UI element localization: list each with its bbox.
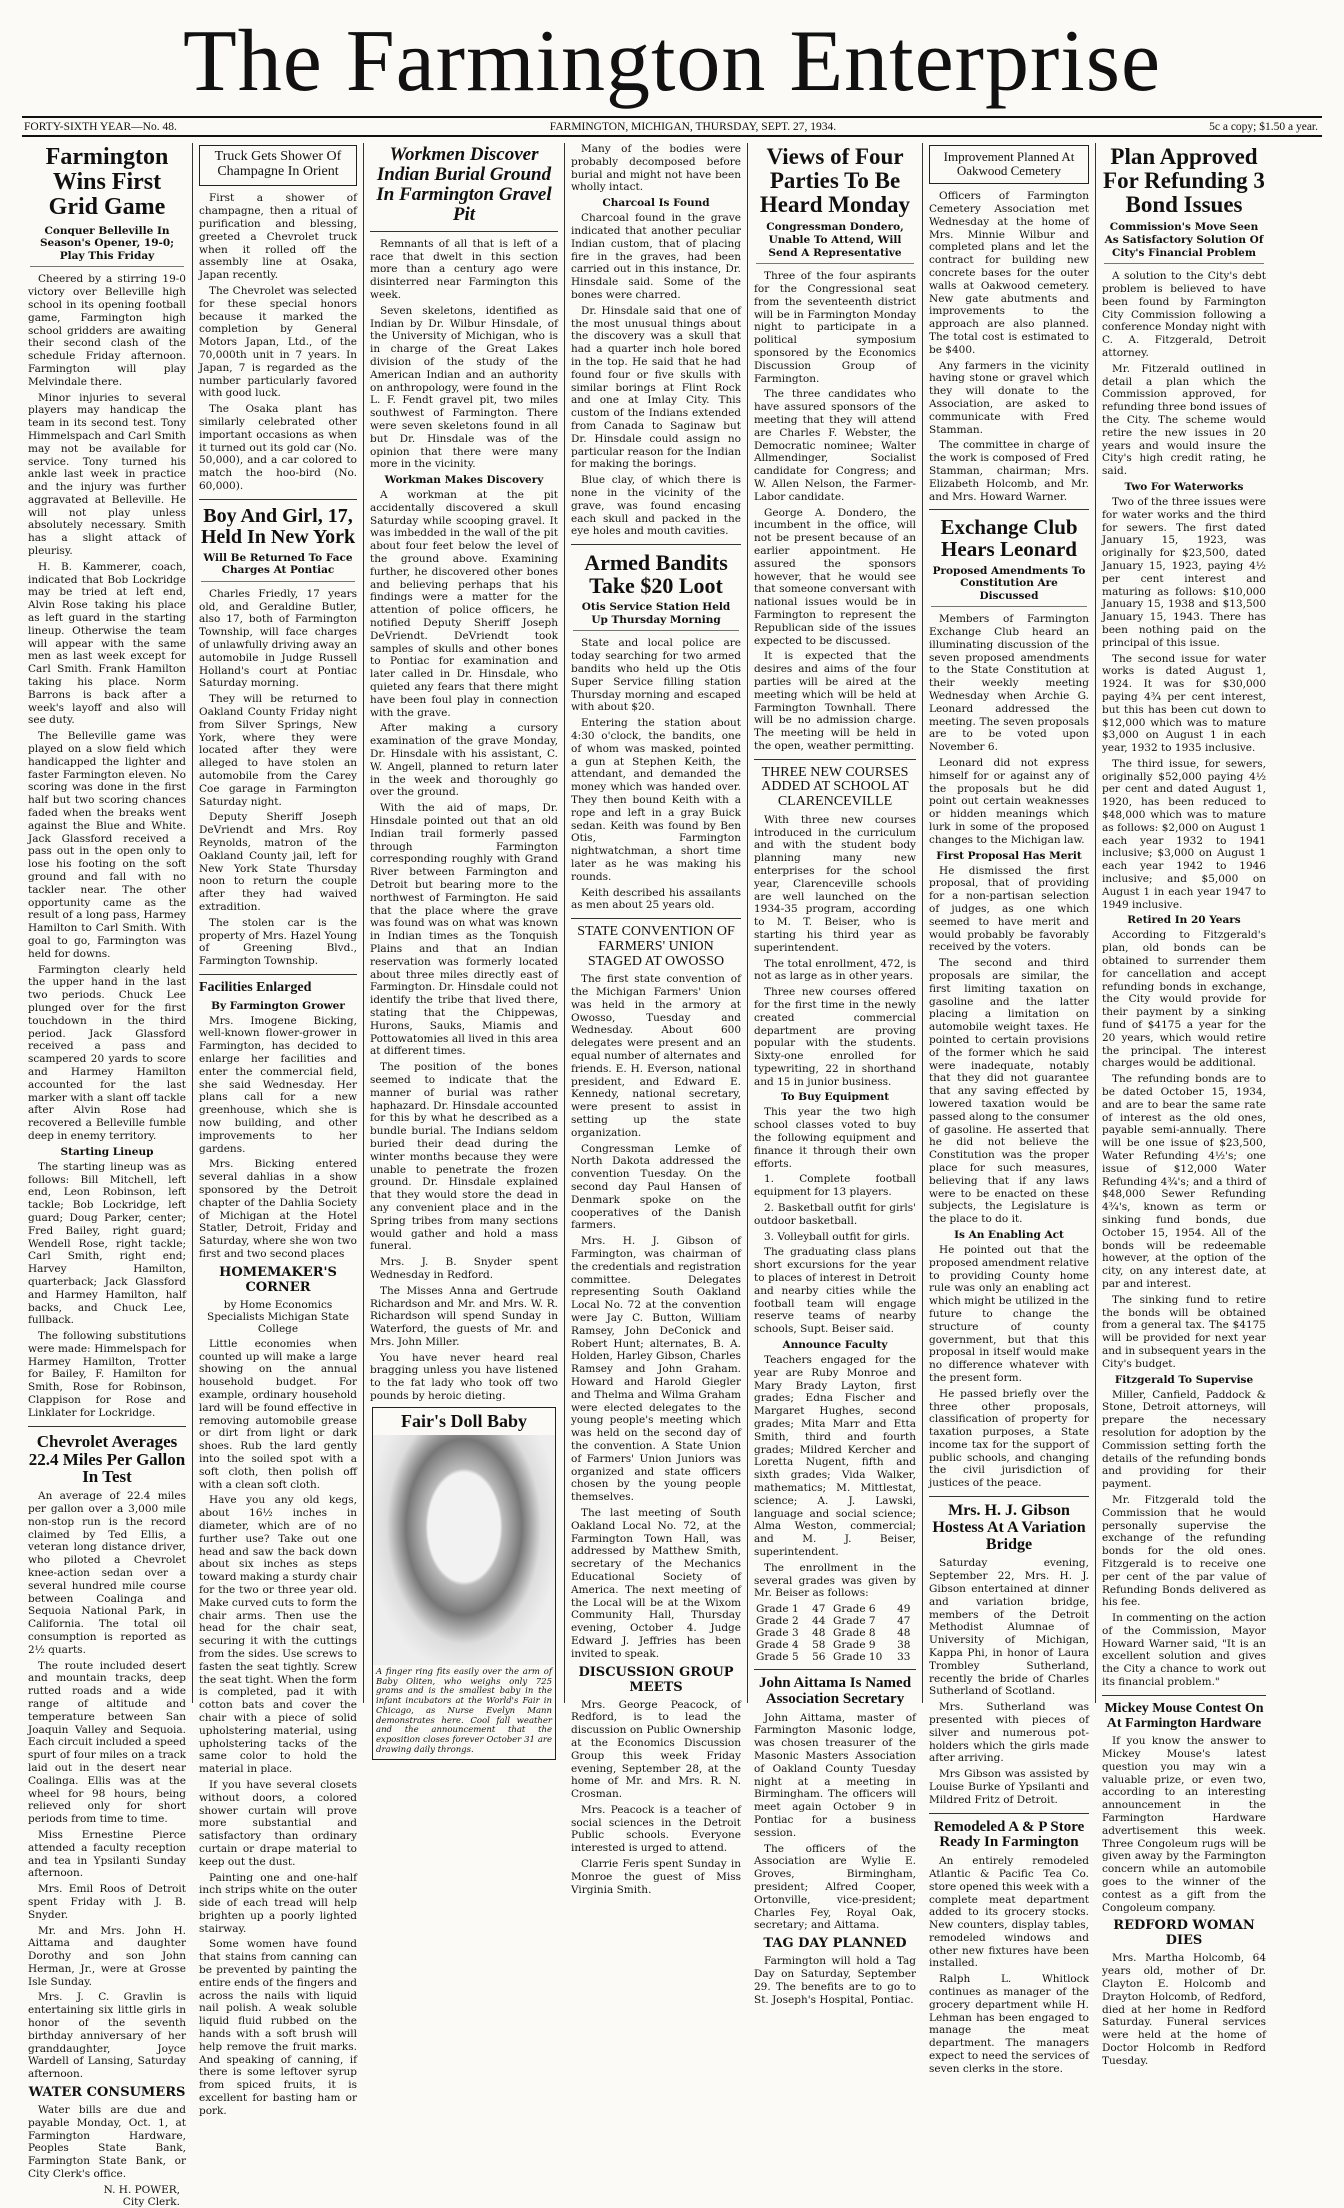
deck-football: Conquer Belleville In Season's Opener, 19-0; Play This Friday bbox=[30, 225, 184, 268]
columns bbox=[22, 143, 1322, 2208]
table-row bbox=[754, 1603, 916, 1615]
table-row bbox=[754, 1615, 916, 1627]
divider bbox=[571, 544, 741, 545]
baby-photo bbox=[373, 1435, 555, 1665]
paragraph: Miller, Canfield, Paddock & Stone, Detroit attorneys, will prepare the necessary resolution for adoption by the Commission setting forth the details of the refunding bonds and providing for their payment. bbox=[1102, 1388, 1266, 1491]
headline-tag-day: TAG DAY PLANNED bbox=[763, 1936, 907, 1952]
paragraph: Have you any old kegs, about 16½ inches in diameter, which are of no further use? Take out one head and saw the back down about six inches as steps toward making a sturdy chair for the two or three year old. Make curved cuts to form the chair arms. Then use the head for the chair seat, securing it with the cuttings from the sides. Use screws to fasten the seat tightly. Screw the seat tight. When the form is completed, pad it with cotton bats and cover the chair with a piece of solid upholstering material, using upholstering tacks of the same color to hold the material in place. bbox=[199, 1494, 357, 1776]
column-7 bbox=[1096, 143, 1272, 2067]
table-cell: Grade 6 bbox=[832, 1603, 876, 1616]
paragraph: Mrs. Peacock is a teacher of social sciences in the Detroit Public schools. Everyone interested is urged to attend. bbox=[571, 1803, 741, 1855]
table-cell: 48 bbox=[897, 1627, 911, 1640]
paragraph: Mrs. Imogene Bicking, well-known flower-grower in Farmington, has decided to enlarge her facilities and enter the commercial field, she said Wednesday. Her plans call for a new greenhouse, which she is now building, and other improvements to her gardens. bbox=[199, 1014, 357, 1155]
paragraph: You have never heard real bragging unless you have listened to the fat lady who took off two pounds by heroic dieting. bbox=[370, 1351, 558, 1403]
paragraph: Charles Friedly, 17 years old, and Geraldine Butler, also 17, both of Farmington Township, will face charges of unlawfully driving away an automobile in Judge Russell Holland's court at Pontiac Saturday morning. bbox=[199, 587, 357, 690]
masthead-title: The Farmington Enterprise bbox=[182, 13, 1162, 110]
deck-refunding: Commission's Move Seen As Satisfactory Solution Of City's Financial Problem bbox=[1104, 221, 1264, 264]
paragraph: State and local police are today searching for two armed bandits who held up the Otis Super Service filling station Thursday morning and escaped with about $20. bbox=[571, 637, 741, 714]
price: 5c a copy; $1.50 a year. bbox=[1209, 121, 1318, 133]
table-cell: 47 bbox=[897, 1615, 911, 1628]
paragraph: Officers of Farmington Cemetery Association met Wednesday at the home of Mrs. Minnie Wilbur and completed plans and let the contract for building new concrete bases for the outer walls at Oakwood cemetery. New gate abutments and improvements to the approach are also planned. The total cost is estimated to be $400. bbox=[929, 190, 1089, 356]
divider bbox=[28, 1426, 186, 1427]
table-cell: 58 bbox=[812, 1639, 826, 1652]
paragraph: H. B. Kammerer, coach, indicated that Bob Lockridge may be tried at left end, Alvin Rose taking his place as left guard in the starting lineup. Otherwise the team will appear with the same men as last week except for Carl Smith. Frank Hamilton taking his place. Norm Barrons is back after a week's layoff and also will see duty. bbox=[28, 560, 186, 727]
divider bbox=[571, 918, 741, 919]
paragraph: Farmington clearly held the upper hand in the last two periods. Chuck Lee plunged over for the first touchdown in the third period. Jack Glassford received a pass and scampered 20 yards to score and Harmey Hamilton accounted for the last marker with a slant off tackle after Alvin Rose had recovered a Belleville fumble deep in enemy territory. bbox=[28, 963, 186, 1142]
subhead-lineup: Starting Lineup bbox=[60, 1145, 154, 1158]
table-cell: Grade 4 bbox=[756, 1639, 799, 1652]
paragraph: After making a cursory examination of the grave Monday, Dr. Hinsdale with his assistant, C. W. Angell, planned to return later in the week and thoroughly go over the ground. bbox=[370, 722, 558, 799]
paragraph: The second issue for water works is dated August 1, 1924. It was for $30,000 paying 4¾ per cent interest, but this has been cut down to $12,000 which was to mature $3,000 on August 1 in each year, 1932 to 1935 inclusive. bbox=[1102, 652, 1266, 755]
paragraph: He pointed out that the proposed amendment relative to providing County home rule was only an enabling act which might be utilized in the future to change the structure of county government, but that this proposal in itself would make no difference whatever with the present form. bbox=[929, 1243, 1089, 1384]
subhead-faculty: Announce Faculty bbox=[782, 1339, 888, 1352]
divider bbox=[754, 759, 916, 760]
headline-box bbox=[199, 145, 357, 186]
subhead-supervise: Fitzgerald To Supervise bbox=[1114, 1373, 1254, 1386]
paragraph: George A. Dondero, the incumbent in the office, will not be present because of an earlier appointment. He assured the sponsors however, that he would see that someone conversant with national issues would be in Farmington to represent the Republican side of the issues expected to be discussed. bbox=[754, 506, 916, 647]
enrollment-table bbox=[754, 1603, 916, 1663]
paragraph: The last meeting of South Oakland Local No. 72, at the Farmington Town Hall, was addressed by Matthew Smith, secretary of the Mechanics Educational Society of America. The next meeting of the Local will be at the Wixom Community Hall, Thursday evening, October 4. Judge Edward J. Jeffries has been invited to speak. bbox=[571, 1506, 741, 1660]
paragraph: They will be returned to Oakland County Friday night from Silver Springs, New York, where they were located after they were alleged to have stolen an automobile from the Carey Coe garage in Farmington Saturday night. bbox=[199, 693, 357, 808]
paragraph: Charcoal found in the grave indicated that another peculiar Indian custom, that of placing fire in the graves, had been carried out in this instance, Dr. Hinsdale said. Some of the bones were charred. bbox=[571, 212, 741, 301]
table-row bbox=[754, 1639, 916, 1651]
paragraph: John Aittama, master of Farmington Masonic lodge, was chosen treasurer of the Masonic Masters Association of Oakland County Tuesday night at a meeting in Birmingham. The officers will meet again October 9 in Pontiac for a business session. bbox=[754, 1711, 916, 1839]
paragraph: The refunding bonds are to be dated October 15, 1934, and are to bear the same rate of interest as the old ones, payable semi-annually. There will be one issue of $23,500, Water Refunding 4½'s; one issue of $12,000 Water Refunding 4¾'s; and a third of $48,000 Sewer Refunding 4¾'s, known as term or sinking fund bonds, due October 15, 1954. All of the bonds will be redeemable however, at the option of the city, on any interest date, at par and interest. bbox=[1102, 1073, 1266, 1290]
deck-exchange-club: Proposed Amendments To Constitution Are Discussed bbox=[931, 565, 1087, 608]
paragraph: Mrs. Bicking entered several dahlias in a show sponsored by the Detroit chapter of the Dahlia Society of Michigan at the Hotel Statler, Detroit, Friday and Saturday, where she won two first and two second places bbox=[199, 1158, 357, 1261]
table-cell: Grade 1 bbox=[756, 1603, 799, 1616]
publication-date: FARMINGTON, MICHIGAN, THURSDAY, SEPT. 27, 1934. bbox=[549, 121, 837, 133]
table-cell: 44 bbox=[812, 1615, 826, 1628]
paragraph: The position of the bones seemed to indicate that the manner of burial was rather haphazard. Dr. Hinsdale accounted for this by what he described as a bundle burial. The Indians seldom buried their dead during the winter months because they were unable to penetrate the frozen ground. Dr. Hinsdale explained that they would store the dead in any convenient place and in the Spring tribes from many sections would gather and hold a mass funeral. bbox=[370, 1061, 558, 1253]
paragraph: The total enrollment, 472, is not as large as in other years. bbox=[754, 957, 916, 983]
paragraph: This year the two high school classes voted to buy the following equipment and finance it through their own efforts. bbox=[754, 1106, 916, 1170]
headline-discussion: DISCUSSION GROUP MEETS bbox=[578, 1664, 734, 1695]
subhead-equipment: To Buy Equipment bbox=[780, 1091, 890, 1104]
divider bbox=[370, 231, 558, 232]
paragraph: The enrollment in the several grades was given by Mr. Beiser as follows: bbox=[754, 1561, 916, 1600]
headline-indian-burial: Workmen Discover Indian Burial Ground In Farmington Gravel Pit bbox=[376, 144, 552, 225]
deck-boy-girl: Will Be Returned To Face Charges At Pontiac bbox=[201, 552, 355, 582]
table-cell: Grade 7 bbox=[832, 1615, 876, 1628]
paragraph: The sinking fund to retire the bonds will be obtained from a general tax. The $4175 will be provided for next year and in subsequent years in the City's budget. bbox=[1102, 1293, 1266, 1370]
paragraph: Mr. and Mrs. John H. Aittama and daughter Dorothy and son John Herman, Jr., were at Grosse Isle Sunday. bbox=[28, 1924, 186, 1988]
column-3 bbox=[364, 143, 565, 1755]
notice-signer: N. H. POWER, bbox=[103, 2183, 180, 2196]
headline-chevrolet: Chevrolet Averages 22.4 Miles Per Gallon In Test bbox=[28, 1431, 186, 1487]
photo-caption: A finger ring fits easily over the arm of Baby Oliten, who weighs only 725 grams and is the smallest baby in the infant incubators at the World's Fair in Chicago, as Nurse Evelyn Mann demonstrates here. Cool fall weather and the announcement that the exposition closes forever October 31 are drawing daily throngs. bbox=[376, 1666, 552, 1755]
paragraph: Some women have found that stains from canning can be prevented by painting the entire ends of the fingers and across the nails with liquid nail polish. A weak soluble liquid fluid rubbed on the hands with a soft brush will help remove the fruit marks. And speaking of canning, if there is some leftover syrup from spiced fruits, it is excellent for basting ham or pork. bbox=[199, 1938, 357, 2117]
headline-boy-girl: Boy And Girl, 17, Held In New York bbox=[200, 504, 356, 548]
paragraph: 2. Basketball outfit for girls' outdoor basketball. bbox=[754, 1202, 916, 1227]
deck-bandits: Otis Service Station Held Up Thursday Morning bbox=[573, 601, 739, 631]
paragraph: A solution to the City's debt problem is believed to have been found by Farmington City Commission following a conference Monday night with C. A. Fitzgerald, Detroit attorney. bbox=[1102, 270, 1266, 359]
paragraph: An average of 22.4 miles per gallon over a 3,000 mile non-stop run is the record claimed by Ted Ellis, a veteran long distance driver, who piloted a Chevrolet knee-action sedan over a several hundred mile course between Coalinga and Sequoia National Park, in California. The total oil consumption is reported as 2½ quarts. bbox=[28, 1490, 186, 1656]
paragraph: Dr. Hinsdale said that one of the most unusual things about the discovery was a skull that had a quarter inch hole bored in the top. He said that he had found four or five skulls with similar borings at Flint Rock and one at Imlay City. This custom of the Indians extended from Canada to Saginaw but Dr. Hinsdale could assign no particular reason for the Indian for making the borings. bbox=[571, 304, 741, 471]
paragraph: The third issue, for sewers, originally $52,000 paying 4½ per cent and dated August 1, 1920, has been reduced to $48,000 which was to mature as follows: $2,000 on August 1 each year 1932 to 1941 inclusive; $3,000 on August 1 each year 1942 to 1946 inclusive; and $5,000 on August 1 in each year 1947 to 1949 inclusive. bbox=[1102, 757, 1266, 911]
notice-text: Water bills are due and payable Monday, Oct. 1, at Farmington Hardware, Peoples State Bank, Farmington State Bank, or City Clerk's office. bbox=[28, 2104, 186, 2181]
headline-champagne: Truck Gets Shower Of Champagne In Orient bbox=[214, 149, 342, 179]
table-row bbox=[754, 1651, 916, 1663]
deck-homemaker: by Home Economics Specialists Michigan State College bbox=[207, 1298, 349, 1335]
headline-farmers-union: STATE CONVENTION OF FARMERS' UNION STAGED AT OWOSSO bbox=[577, 924, 735, 969]
table-cell: 38 bbox=[897, 1639, 911, 1652]
paragraph: Members of Farmington Exchange Club heard an illuminating discussion of the seven proposed amendments to the State Constitution at their weekly meeting Wednesday when Archie G. Leonard addressed the meeting. The seven proposals are to be voted upon November 6. bbox=[929, 613, 1089, 754]
paragraph: The starting lineup was as follows: Bill Mitchell, left end, Leon Robinson, left tackle; Bob Lockridge, left guard; Doug Parker, center; Fred Bailey, right guard; Wendell Rose, right tackle; Carl Smith, right end; Harvey Hamilton, quarterback; Jack Glassford and Harmey Hamilton, half backs, and Chuck Lee, fullback. bbox=[28, 1160, 186, 1327]
headline-cemetery: Improvement Planned At Oakwood Cemetery bbox=[943, 149, 1075, 178]
paragraph: The committee in charge of the work is composed of Fred Stamman, chairman; Mrs. Elizabeth Holcomb, and Mr. and Mrs. Howard Warner. bbox=[929, 439, 1089, 503]
subhead-retired: Retired In 20 Years bbox=[1127, 914, 1241, 927]
paragraph: The first state convention of the Michigan Farmers' Union was held in the armory at Owosso, Tuesday and Wednesday. About 600 delegates were present and an equal number of alternates and friends. E. H. Everson, national president, and Edward E. Kennedy, national secretary, were present to assist in setting up the state organization. bbox=[571, 973, 741, 1139]
byline-facilities: By Farmington Grower bbox=[211, 999, 345, 1012]
paragraph: Mr. Fitzgerald told the Commission that he would personally supervise the exchange of the refunding bonds for the old ones. Fitzgerald is to receive one per cent of the par value of Refunding Bonds delivered as his fee. bbox=[1102, 1493, 1266, 1609]
paragraph: Mrs. H. J. Gibson of Farmington, was chairman of the credentials and registration committee. Delegates representing South Oakland Local No. 72 at the convention were Jay C. Button, William Ramsey, John DeConick and Robert Hunt; alternates, B. A. Holden, Harley Gibson, Charles Ramsey and John Graham. Howard and Harold Giegler and Thelma and Wilma Graham were elected delegates to the young people's meeting which was held on the second day of the convention. A State Union of Farmers' Union Juniors was organized and state officers chosen by the young people themselves. bbox=[571, 1235, 741, 1504]
paragraph: Teachers engaged for the year are Ruby Monroe and Mary Brady Layton, first grades; Edna Fischer and Margaret Hughes, second grades; Mita Marr and Etta Smith, third and fourth grades; Mildred Kercher and Loretta Nugent, fifth and sixth grades; Vida Walker, mathematics; M. Mittlestat, science; A. J. Lawski, language and social science; Alma Weston, commercial; and M. J. Beiser, superintendent. bbox=[754, 1354, 916, 1558]
paragraph: Deputy Sheriff Joseph DeVriendt and Mrs. Roy Reynolds, matron of the Oakland County jail, left for New York State Thursday noon to return the couple after they had waived extradition. bbox=[199, 811, 357, 914]
column-4 bbox=[565, 143, 748, 1896]
paragraph: The stolen car is the property of Mrs. Hazel Young of Greening Blvd., Farmington Township. bbox=[199, 916, 357, 968]
paragraph: Any farmers in the vicinity having stone or gravel which they will donate to the Association, are asked to communicate with Fred Stamman. bbox=[929, 359, 1089, 436]
paragraph: The Misses Anna and Gertrude Richardson and Mr. and Mrs. W. R. Richardson will spend Sunday in Waterford, the guests of Mr. and Mrs. John Miller. bbox=[370, 1284, 558, 1348]
paragraph: Congressman Lemke of North Dakota addressed the convention Tuesday. On the second day Paul Hansen of Denmark spoke on the cooperatives of the Danish farmers. bbox=[571, 1142, 741, 1232]
paragraph: Saturday evening, September 22, Mrs. H. J. Gibson entertained at dinner and variation bridge, members of the Detroit Methodist Alumnae of University of Michigan, Kappa Phi, in honor of Laura Trombley Sutherland, recently the bride of Charles Sutherland of Scotland. bbox=[929, 1557, 1089, 1698]
headline-mickey-mouse: Mickey Mouse Contest On At Farmington Hardware bbox=[1104, 1700, 1264, 1731]
table-cell: 56 bbox=[812, 1651, 826, 1664]
paragraph: If you have several closets without doors, a colored shower curtain will prove more substantial and satisfactory than ordinary curtain or drape material to keep out the dust. bbox=[199, 1778, 357, 1868]
paragraph: Blue clay, of which there is none in the vicinity of the grave, was found encasing each skull and packed in the eye holes and mouth cavities. bbox=[571, 474, 741, 538]
divider bbox=[929, 1813, 1089, 1814]
dateline-bar bbox=[22, 116, 1322, 137]
paragraph: The three candidates who have assured sponsors of the meeting that they will attend are Charles F. Webster, the Democratic nominee; Walter Allmendinger, Socialist candidate for Congress; and W. Allen Nelson, the Farmer-Labor candidate. bbox=[754, 388, 916, 503]
paragraph: Mr. Fitzerald outlined in detail a plan which the Commission approved, for refunding three bond issues of the City. The scheme would retire the new issues in 20 years and would insure the City's high credit rating, he said. bbox=[1102, 362, 1266, 478]
paragraph: Mrs. Emil Roos of Detroit spent Friday with J. B. Snyder. bbox=[28, 1883, 186, 1921]
paragraph: The route included desert and mountain tracks, deep rutted roads and a wide range of altitude and temperature between San Joaquin Valley and Sequoia. Each circuit included a speed spurt of four miles on a track laid out in the desert near Coalinga. Ellis was at the wheel for 98 hours, being relieved only for short periods from time to time. bbox=[28, 1659, 186, 1826]
paragraph: Mrs Gibson was assisted by Louise Burke of Ypsilanti and Mildred Fritz of Detroit. bbox=[929, 1768, 1089, 1806]
paragraph: According to Fitzgerald's plan, old bonds can be obtained to surrender them for cancellation and accept refunding bonds in exchange, the City would provide for their payment by a sinking fund of $4175 a year for the 20 years, which would retire the principal. The interest charges would be additional. bbox=[1102, 929, 1266, 1070]
table-cell: 49 bbox=[897, 1603, 911, 1616]
table-cell: Grade 3 bbox=[756, 1627, 799, 1640]
subhead-enabling-act: Is An Enabling Act bbox=[954, 1228, 1064, 1241]
paragraph: Clarrie Feris spent Sunday in Monroe the guest of Miss Virginia Smith. bbox=[571, 1858, 741, 1896]
paragraph: Remnants of all that is left of a race that dwelt in this section more than a century ago were disinterred near Farmington this week. bbox=[370, 237, 558, 301]
column-1 bbox=[22, 143, 193, 2208]
paragraph: The Belleville game was played on a slow field which handicapped the lighter and faster Farmington eleven. No scoring was done in the first half but two scoring chances faded when the breaks went against the Blue and White. Jack Glassford received a pass out in the open only to lose his footing on the soft ground and fall with no tackler near. The other opportunity came as the result of a long pass, Harmey Hamilton to Carl Smith. With goal to go, Farmington was held for downs. bbox=[28, 730, 186, 960]
paragraph: Farmington will hold a Tag Day on Saturday, September 29. The benefits are to go to St. Joseph's Hospital, Pontiac. bbox=[754, 1955, 916, 2006]
paragraph: With the aid of maps, Dr. Hinsdale pointed out that an old Indian trail formerly passed through Farmington corresponding roughly with Grand River between Farmington and Detroit but bearing more to the northwest of Farmington. He said that the place where the grave was found was on what was known in Indian times as the Tonquish Plains and that an Indian reservation was formerly located about three miles directly east of Farmington. Dr. Hinsdale could not identify the tribe that lived there, stating that the Chippewas, Hurons, Sauks, Miamis and Pottowatomies all lived in this area at different times. bbox=[370, 802, 558, 1058]
volume-number: FORTY-SIXTH YEAR—No. 48. bbox=[24, 121, 177, 133]
paragraph: 1. Complete football equipment for 13 players. bbox=[754, 1173, 916, 1199]
paragraph: He dismissed the first proposal, that of providing for a non-partisan selection of judges, as one which seemed to have merit and would probably be favorably received by the voters. bbox=[929, 864, 1089, 954]
paragraph: Entering the station about 4:30 o'clock, the bandits, one of whom was masked, pointed a gun at Stephen Keith, the attendant, and demanded the money which was handed over. They then bound Keith with a rope and left in a gray Buick sedan. Keith was found by Ben Otis, Farmington nightwatchman, a short time later as he was making his rounds. bbox=[571, 717, 741, 883]
paragraph: 3. Volleyball outfit for girls. bbox=[764, 1230, 910, 1243]
headline-bandits: Armed Bandits Take $20 Loot bbox=[584, 550, 728, 599]
paragraph: Minor injuries to several players may handicap the team in its second test. Tony Himmelspach and Carl Smith may not be available for service. Tony turned his ankle last week in practice and the injury was further aggravated at Belleville. He will not play unless absolutely necessary. Smith has a slight attack of pleurisy. bbox=[28, 391, 186, 558]
table-cell: Grade 9 bbox=[832, 1639, 876, 1652]
paragraph: Mrs. George Peacock, of Redford, is to lead the discussion on Public Ownership at the Economics Discussion Group this week Friday evening, September 28, at the home of Mr. and Mrs. R. N. Crosman. bbox=[571, 1698, 741, 1801]
deck-four-parties: Congressman Dondero, Unable To Attend, Will Send A Representative bbox=[756, 221, 914, 264]
paragraph: Cheered by a stirring 19-0 victory over Belleville high school in its opening football game, Farmington high school gridders are awaiting their second clash of the schedule Friday afternoon. Farmington will play Melvindale there. bbox=[28, 273, 186, 388]
subhead-waterworks: Two For Waterworks bbox=[1124, 480, 1244, 493]
paragraph: Many of the bodies were probably decomposed before burial and might not have been wholly intact. bbox=[571, 143, 741, 194]
paragraph: Mrs. Sutherland was presented with pieces of silver and numerous pot-holders which the girls made after arriving. bbox=[929, 1701, 1089, 1765]
paragraph: The following substitutions were made: Himmelspach for Harmey Hamilton, Trotter for Bailey, F. Hamilton for Smith, Rose for Robinson, Clappison for Rose and Linklater for Lockridge. bbox=[28, 1330, 186, 1419]
paragraph: An entirely remodeled Atlantic & Pacific Tea Co. store opened this week with a complete meat department added to its grocery stocks. New counters, display tables, remodeled windows and other new fixtures have been installed. bbox=[929, 1855, 1089, 1970]
column-5 bbox=[748, 143, 923, 2006]
paragraph: In commenting on the action of the Commission, Mayor Howard Warner said, "It is an excellent solution and gives the City a chance to work out its financial problem." bbox=[1102, 1612, 1266, 1689]
subhead-first-proposal: First Proposal Has Merit bbox=[936, 849, 1082, 862]
paragraph: Ralph L. Whitlock continues as manager of the grocery department while H. Lehman has been engaged to manage the meat department. The managers expect to need the services of seven clerks in the store. bbox=[929, 1973, 1089, 2075]
paragraph: Mrs. J. B. Snyder spent Wednesday in Redford. bbox=[370, 1256, 558, 1281]
paragraph: With three new courses introduced in the curriculum and with the student body planning many new enterprises for the school year, Clarenceville schools are well launched on the 1934-35 program, according to M. T. Beiser, who is starting his third year as superintendent. bbox=[754, 813, 916, 954]
headline-redford-woman: REDFORD WOMAN DIES bbox=[1113, 1918, 1255, 1949]
paragraph: Three new courses offered for the first time in the newly created commercial department are proving popular with the students. Sixty-one enrolled for typewriting, 22 in shorthand and 15 in junior business. bbox=[754, 986, 916, 1088]
headline-aittama: John Aittama Is Named Association Secretary bbox=[758, 1675, 912, 1707]
divider bbox=[929, 1496, 1089, 1497]
paragraph: Miss Ernestine Pierce attended a faculty reception and tea in Ypsilanti Sunday afternoon. bbox=[28, 1828, 186, 1880]
headline-ap-store: Remodeled A & P Store Ready In Farmington bbox=[933, 1818, 1085, 1851]
headline-refunding: Plan Approved For Refunding 3 Bond Issues bbox=[1103, 144, 1265, 218]
paragraph: Three of the four aspirants for the Congressional seat from the seventeenth district will be in Farmington Monday night to participate in a political symposium sponsored by the Economics Discussion Group of Farmington. bbox=[754, 270, 916, 385]
paragraph: The officers of the Association are Wylie E. Groves, Birmingham, president; Alfred Cooper, Ortonville, vice-president; Charles Fey, Royal Oak, secretary; and Aittama. bbox=[754, 1842, 916, 1932]
paragraph: The Chevrolet was selected for these special honors because it marked the completion by General Motors Japan, Ltd., of the 70,000th unit in 7 years. In Japan, 7 is regarded as the number particularly favored with good luck. bbox=[199, 284, 357, 400]
headline-clarenceville: THREE NEW COURSES ADDED AT SCHOOL AT CLARENCEVILLE bbox=[761, 764, 909, 810]
paragraph: The Osaka plant has similarly celebrated other important occasions as when it turned out its gold car (No. 50,000), and a car colored to match the hoo-bird (No. 60,000). bbox=[199, 403, 357, 492]
newspaper-page bbox=[22, 13, 1322, 2208]
headline-four-parties: Views of Four Parties To Be Heard Monday bbox=[759, 144, 911, 218]
paragraph: The graduating class plans short excursions for the year to places of interest in Detroit and nearby cities while the football team will engage reserve teams of nearby schools, Supt. Beiser said. bbox=[754, 1246, 916, 1336]
notice-heading: WATER CONSUMERS bbox=[28, 2085, 186, 2101]
table-cell: Grade 2 bbox=[756, 1615, 799, 1628]
table-cell: 33 bbox=[897, 1651, 911, 1664]
headline-facilities: Facilities Enlarged bbox=[199, 980, 312, 995]
paragraph: Mrs. J. C. Gravlin is entertaining six little girls in honor of the seventh birthday anniversary of her granddaughter, Joyce Wardell of Lansing, Saturday afternoon. bbox=[28, 1991, 186, 2081]
divider bbox=[199, 499, 357, 500]
paragraph: If you know the answer to Mickey Mouse's latest question you may win a valuable prize, or even two, according to an interesting announcement in the Farmington Hardware advertisement this week. Three Congoleum rugs will be given away by the Farmington concern while an automobile goes to the winner of the contest as a gift from the Congoleum company. bbox=[1102, 1735, 1266, 1914]
paragraph: He passed briefly over the three other proposals, classification of property for taxation purposes, a State income tax for the support of public schools, and changing the civil jurisdiction of justices of the peace. bbox=[929, 1387, 1089, 1490]
headline-gibson-hostess: Mrs. H. J. Gibson Hostess At A Variation Bridge bbox=[932, 1502, 1086, 1553]
table-cell: Grade 8 bbox=[832, 1627, 876, 1640]
paragraph: Little economies when counted up will make a large showing on the annual household budget. For example, ordinary household lard will be found effective in removing automobile grease or dirt from light or dark shoes. Rub the lard gently into the soiled spot with a soft cloth, then polish off with a clean soft cloth. bbox=[199, 1337, 357, 1491]
photo-box bbox=[372, 1407, 556, 1760]
paragraph: Leonard did not express himself for or against any of the proposals but he did point out certain weaknesses or hidden meanings which lurk in some of the proposed changes to the Michigan law. bbox=[929, 757, 1089, 846]
paragraph: It is expected that the desires and aims of the four parties will be aired at the meeting which will be held at Farmington Townhall. There will be no admission charge. The meeting will be held in the open, weather permitting. bbox=[754, 650, 916, 752]
paragraph: The second and third proposals are similar, the first limiting taxation on gasoline and the latter placing a limitation on automobile weight taxes. He pointed to certain provisions of the former which he said were inadequate, notably that they did not guarantee that any saving effected by lowered taxation would be passed along to the consumer of gasoline. He asserted that he did not believe the Constitution was the proper place for such measures, believing that if any laws were to be enacted on these subjects, the Legislature is the place to do it. bbox=[929, 957, 1089, 1226]
paragraph: Painting one and one-half inch strips white on the outer side of each tread will help brighten up a poorly lighted stairway. bbox=[199, 1871, 357, 1935]
divider bbox=[199, 974, 357, 975]
subhead-discovery: Workman Makes Discovery bbox=[384, 474, 544, 487]
column-6 bbox=[923, 143, 1096, 2075]
paragraph: Keith described his assailants as men about 25 years old. bbox=[571, 886, 741, 912]
divider bbox=[754, 1669, 916, 1670]
headline-exchange-club: Exchange Club Hears Leonard bbox=[940, 515, 1078, 562]
headline-football: Farmington Wins First Grid Game bbox=[45, 144, 169, 221]
paragraph: First a shower of champagne, then a ritual of purification and blessing, greeted a Chevrolet truck when it rolled off the assembly line at Osaka, Japan recently. bbox=[199, 192, 357, 282]
column-2 bbox=[193, 143, 364, 2117]
headline-box bbox=[929, 145, 1089, 184]
photo-headline: Fair's Doll Baby bbox=[400, 1410, 527, 1431]
table-cell: 47 bbox=[812, 1603, 826, 1616]
paragraph: A workman at the pit accidentally discovered a skull Saturday while scooping gravel. It was imbedded in the wall of the pit about four feet below the level of the ground above. Examining further, he discovered other bones and believing perhaps that his findings were a matter for the attention of police officers, he notified Deputy Sheriff Joseph DeVriendt. DeVriendt took samples of skulls and other bones to Pontiac for examination and later called in Dr. Hinsdale, who quieted any fears that there might have been foul play in connection with the grave. bbox=[370, 489, 558, 719]
table-cell: 48 bbox=[812, 1627, 826, 1640]
divider bbox=[929, 509, 1089, 510]
headline-homemaker: HOMEMAKER'S CORNER bbox=[219, 1264, 337, 1295]
table-row bbox=[754, 1627, 916, 1639]
notice-signer-title: City Clerk. bbox=[122, 2195, 180, 2208]
paragraph: Seven skeletons, identified as Indian by Dr. Wilbur Hinsdale, of the University of Michigan, who is in charge of the Great Lakes division of the study of the American Indian and an authority on anthropology, were found in the L. F. Fendt gravel pit, two miles southwest of Farmington. There were seven skeletons found in all but Dr. Hinsdale was of the opinion that there were many more in the vicinity. bbox=[370, 304, 558, 471]
paragraph: Mrs. Martha Holcomb, 64 years old, mother of Dr. Clayton E. Holcomb and Drayton Holcomb, of Redford, died at her home in Redford Saturday. Funeral services were held at the home of Doctor Holcomb in Redford Tuesday. bbox=[1102, 1952, 1266, 2067]
subhead-charcoal: Charcoal Is Found bbox=[602, 197, 710, 210]
table-cell: Grade 5 bbox=[756, 1651, 799, 1664]
table-cell: Grade 10 bbox=[832, 1651, 883, 1664]
paragraph: Two of the three issues were for water works and the third for sewers. The first dated January 15, 1923, was originally for $23,500, dated January 15, 1923, paying 4½ per cent interest and maturing as follows: $10,000 January 15, 1938 and $13,500 January 15, 1943. There has been nothing paid on the principal of this issue. bbox=[1102, 495, 1266, 649]
divider bbox=[1102, 1695, 1266, 1696]
